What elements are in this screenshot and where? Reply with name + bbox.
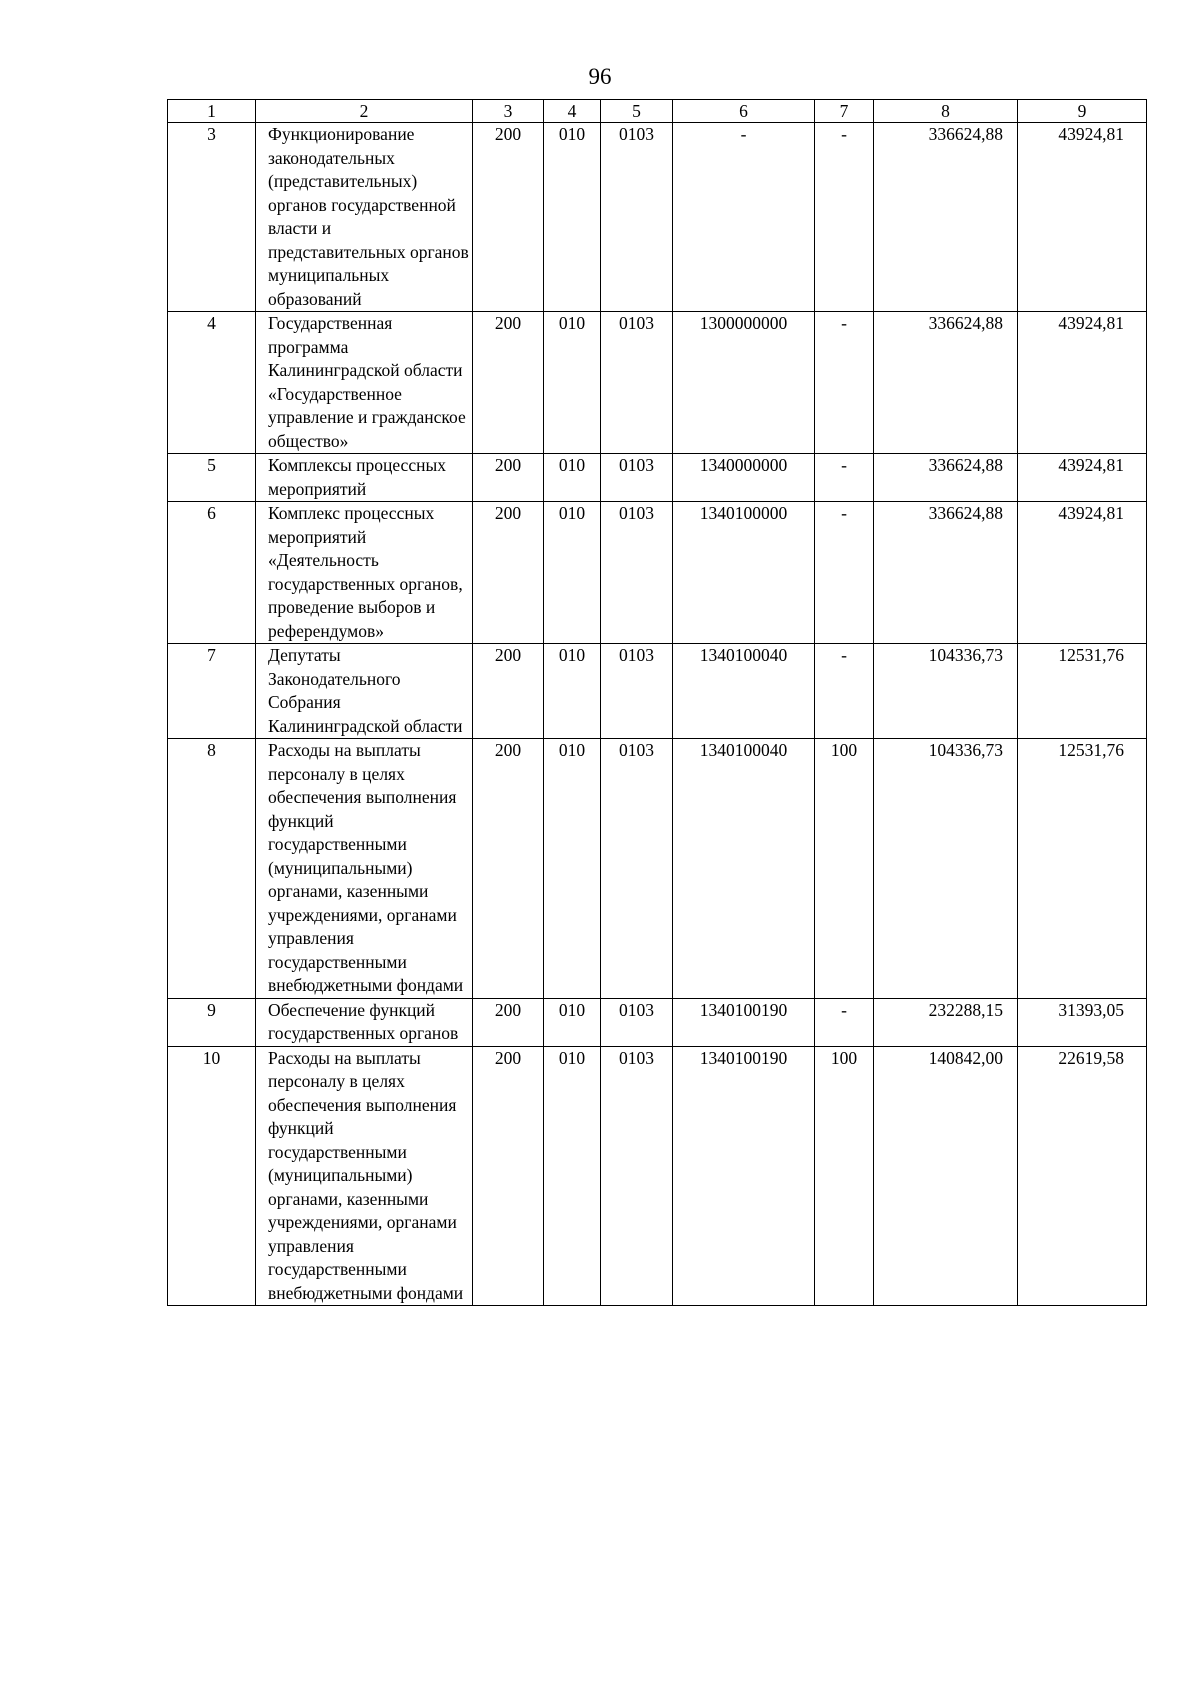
cell-col-5: 0103: [601, 502, 673, 644]
cell-col-6: 1340100040: [673, 644, 815, 739]
cell-col-5: 0103: [601, 739, 673, 999]
cell-col-4: 010: [544, 1046, 601, 1306]
cell-col-8: 336624,88: [874, 312, 1018, 454]
cell-col-9: 43924,81: [1018, 312, 1147, 454]
cell-col-7: -: [815, 644, 874, 739]
row-name: Государственная программа Калининградской области «Государственное управление и гражданское общество»: [256, 312, 473, 454]
cell-col-5: 0103: [601, 123, 673, 312]
row-number: 9: [168, 998, 256, 1046]
header-col-3: 3: [473, 100, 544, 123]
header-col-1: 1: [168, 100, 256, 123]
cell-col-8: 336624,88: [874, 502, 1018, 644]
header-row: [168, 100, 1147, 123]
cell-col-4: 010: [544, 312, 601, 454]
cell-col-7: -: [815, 998, 874, 1046]
cell-col-6: -: [673, 123, 815, 312]
row-number: 5: [168, 454, 256, 502]
cell-col-4: 010: [544, 502, 601, 644]
row-number: 3: [168, 123, 256, 312]
cell-col-3: 200: [473, 998, 544, 1046]
cell-col-8: 104336,73: [874, 644, 1018, 739]
cell-col-4: 010: [544, 123, 601, 312]
cell-col-8: 140842,00: [874, 1046, 1018, 1306]
cell-col-7: -: [815, 502, 874, 644]
cell-col-5: 0103: [601, 644, 673, 739]
cell-col-3: 200: [473, 123, 544, 312]
cell-col-3: 200: [473, 644, 544, 739]
cell-col-7: -: [815, 454, 874, 502]
cell-col-6: 1340100190: [673, 1046, 815, 1306]
header-col-8: 8: [874, 100, 1018, 123]
cell-col-9: 31393,05: [1018, 998, 1147, 1046]
header-col-7: 7: [815, 100, 874, 123]
row-name: Депутаты Законодательного Собрания Калининградской области: [256, 644, 473, 739]
cell-col-8: 336624,88: [874, 454, 1018, 502]
cell-col-4: 010: [544, 998, 601, 1046]
header-col-9: 9: [1018, 100, 1147, 123]
cell-col-8: 232288,15: [874, 998, 1018, 1046]
cell-col-6: 1340000000: [673, 454, 815, 502]
page-number: 96: [588, 64, 612, 89]
row-name: Комплекс процессных мероприятий «Деятельность государственных органов, проведение выборов и референдумов»: [256, 502, 473, 644]
table-row: [168, 739, 1147, 999]
cell-col-9: 43924,81: [1018, 454, 1147, 502]
header-col-6: 6: [673, 100, 815, 123]
cell-col-4: 010: [544, 739, 601, 999]
header-col-2: 2: [256, 100, 473, 123]
cell-col-5: 0103: [601, 1046, 673, 1306]
cell-col-7: -: [815, 123, 874, 312]
table-row: [168, 502, 1147, 644]
cell-col-3: 200: [473, 502, 544, 644]
row-number: 6: [168, 502, 256, 644]
row-number: 7: [168, 644, 256, 739]
cell-col-6: 1340100000: [673, 502, 815, 644]
row-name: Обеспечение функций государственных органов: [256, 998, 473, 1046]
cell-col-3: 200: [473, 312, 544, 454]
cell-col-3: 200: [473, 454, 544, 502]
header-col-4: 4: [544, 100, 601, 123]
row-name: Комплексы процессных мероприятий: [256, 454, 473, 502]
cell-col-3: 200: [473, 739, 544, 999]
cell-col-8: 104336,73: [874, 739, 1018, 999]
cell-col-5: 0103: [601, 998, 673, 1046]
cell-col-5: 0103: [601, 454, 673, 502]
cell-col-4: 010: [544, 454, 601, 502]
cell-col-7: -: [815, 312, 874, 454]
cell-col-9: 12531,76: [1018, 739, 1147, 999]
cell-col-3: 200: [473, 1046, 544, 1306]
cell-col-7: 100: [815, 739, 874, 999]
cell-col-9: 22619,58: [1018, 1046, 1147, 1306]
row-name: Расходы на выплаты персоналу в целях обеспечения выполнения функций государственными (муниципальными) органами, казенными учреждениями, органами управления государственными внебюджетными фондами: [256, 739, 473, 999]
cell-col-9: 43924,81: [1018, 502, 1147, 644]
row-number: 10: [168, 1046, 256, 1306]
cell-col-9: 12531,76: [1018, 644, 1147, 739]
cell-col-6: 1340100040: [673, 739, 815, 999]
budget-table: [167, 99, 1147, 1306]
cell-col-4: 010: [544, 644, 601, 739]
table-row: [168, 998, 1147, 1046]
row-name: Расходы на выплаты персоналу в целях обеспечения выполнения функций государственными (муниципальными) органами, казенными учреждениями, органами управления государственными внебюджетными фондами: [256, 1046, 473, 1306]
cell-col-9: 43924,81: [1018, 123, 1147, 312]
row-number: 8: [168, 739, 256, 999]
table-row: [168, 123, 1147, 312]
cell-col-6: 1340100190: [673, 998, 815, 1046]
row-name: Функционирование законодательных (представительных) органов государственной власти и представительных органов муниципальных образований: [256, 123, 473, 312]
cell-col-6: 1300000000: [673, 312, 815, 454]
table-row: [168, 1046, 1147, 1306]
table-row: [168, 312, 1147, 454]
header-col-5: 5: [601, 100, 673, 123]
cell-col-7: 100: [815, 1046, 874, 1306]
table-row: [168, 644, 1147, 739]
cell-col-5: 0103: [601, 312, 673, 454]
cell-col-8: 336624,88: [874, 123, 1018, 312]
row-number: 4: [168, 312, 256, 454]
table-row: [168, 454, 1147, 502]
